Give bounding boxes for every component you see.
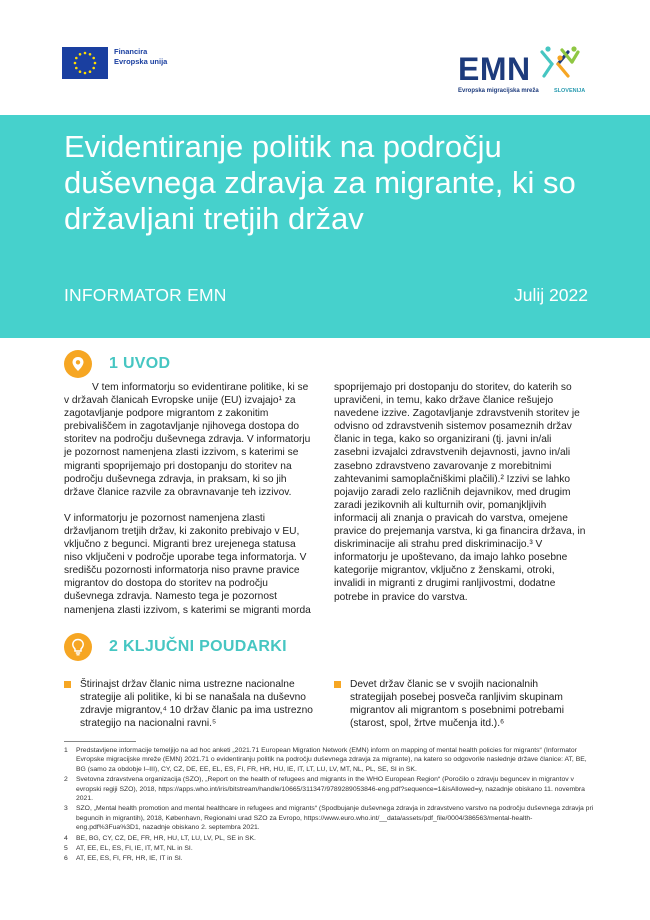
footnote-number: 4 <box>64 834 68 842</box>
uvod-paragraph: spoprijemajo pri dostopanju do storitev, do katerih so upravičeni, in temu, kako države članice rešujejo navedene izzive. Zagotavljanje zdravstvenih storitev je odvisno od zdravstvenih sistemov posameznih držav članic in tega, kako so organizirani (tj. javni in/ali zasebni izvajalci zdravstvenih dejavnosti, javno in/ali zasebno zdravstveno zavarovanje z morebitnimi zahtevanimi samoplačniškimi plačili).² Izzivi se lahko pojavijo zaradi zelo različnih dejavnikov, med drugim zaradi jezikovnih ali kulturnih ovir, pomanjkljivih informacij ali znanja o pravicah do varstva, omejene pravice do prejemanja varstva, ki ga financira država, in diskriminacije ali strahu pred diskriminacijo.³ V informatorju je upoštevano, da imajo lahko posebne kategorije migrantov, vključno z ženskami, otroki, invalidi in migranti z drugimi ranljivostmi, dodatne potrebe in pravice do varstva. <box>334 382 586 603</box>
uvod-left-column <box>64 381 316 630</box>
eu-text-line2: Evropska unija <box>114 57 168 66</box>
eu-funding-text <box>114 47 167 67</box>
footnote-number: 2 <box>64 776 68 784</box>
footnote <box>64 834 594 843</box>
footnote <box>64 844 594 853</box>
footnote <box>64 746 594 774</box>
footnote <box>64 854 594 863</box>
page-header <box>0 0 650 115</box>
emn-figures-icon <box>538 46 582 80</box>
footnote-text: BE, BG, CY, CZ, DE, FR, HR, HU, LT, LU, LV, PL, SE in SK. <box>76 834 256 842</box>
bullet-square-icon <box>334 681 341 688</box>
lightbulb-icon <box>64 633 92 661</box>
eu-flag-icon <box>62 47 108 79</box>
eu-funding-logo <box>62 47 167 79</box>
section-uvod-heading <box>64 350 170 378</box>
section-title: 2 KLJUČNI POUDARKI <box>109 638 287 655</box>
key-point-item <box>64 678 316 730</box>
publication-type: INFORMATOR EMN <box>64 285 227 305</box>
footnote-divider <box>64 741 136 742</box>
footnotes <box>64 746 594 865</box>
location-pin-icon <box>64 350 92 378</box>
uvod-paragraph: V tem informatorju so evidentirane politike, ki se v državah članicah Evropske unije (EU) izvajajo¹ za zagotavljanje podpore migrantom z zakonitim prebivališčem in zagotavljanje njihovega dostopa do storitev na področju duševnega zdravja. V informatorju je pozornost namenjena zlasti izzivom, s katerimi se migranti spoprijemajo pri dostopanju do storitev na področju duševnega zdravja, in praksam, ki so jih države članice razvile za obravnavanje teh izzivov. <box>64 382 311 498</box>
footnote <box>64 775 594 803</box>
footnote-number: 6 <box>64 855 68 863</box>
footnote-text: AT, EE, EL, ES, FI, IE, IT, MT, NL in SI. <box>76 845 193 853</box>
footnote-number: 3 <box>64 805 68 813</box>
footnote <box>64 804 594 832</box>
key-point-text: Devet držav članic se v svojih nacionalnih strategijah posebej posveča ranljivim skupinam migrantov ali migrantom s posebnimi potrebami (starost, spol, žrtve mučenja itd.).⁶ <box>350 679 565 730</box>
footnote-text: SZO, „Mental health promotion and mental healthcare in refugees and migrants“ (Spodbujanje duševnega zdravja in zdravstveno varstvo na področju duševnega zdravja pri beguncih in migrantih), 2018, København, Regionalni urad SZO za Evropo, https://www.euro.who.int/__data/assets/pdf_file/0004/386563/mental-health-eng.pdf%3Fua%3D1, nazadnje obiskano 2. septembra 2021. <box>76 805 594 832</box>
footnote-text: Svetovna zdravstvena organizacija (SZO), „Report on the health of refugees and migrants in the WHO European Region“ (Poročilo o zdravju beguncev in migrantov v evropski regiji SZO), 2018, https://apps.who.int/iris/bitstream/handle/10665/311347/9789289053846-eng.pdf?sequence=1&isAllowed=y, nazadnje obiskano 11. novembra 2021. <box>76 776 585 803</box>
footnote-text: Predstavljene informacije temeljijo na ad hoc anketi „2021.71 European Migration Network (EMN) inform on mapping of mental health policies for migrants“ (Informator Evropske migracijske mreže (EMN) 2021.71 o evidentiranju politik na področju duševnega zdravja za migrante), na katero so odgovorile naslednje države članice: AT, BE, BG (samo za obdobje I–III), CY, CZ, DE, EE, EL, ES, FI, FR, HR, HU, IE, IT, LT, LU, LV, MT, NL, PL, SE, SI in SK. <box>76 747 587 773</box>
emn-subtitle: Evropska migracijska mreža <box>458 88 539 94</box>
uvod-right-column <box>334 381 586 617</box>
page-title: Evidentiranje politik na področju duševnega zdravja za migrante, ki so državljani tretjih držav <box>64 129 576 236</box>
bullet-square-icon <box>64 681 71 688</box>
publication-date: Julij 2022 <box>514 285 588 305</box>
title-banner <box>0 115 650 338</box>
footnote-text: AT, EE, ES, FI, FR, HR, IE, IT in SI. <box>76 855 183 863</box>
emn-country: SLOVENIJA <box>554 88 586 94</box>
key-point-text: Štirinajst držav članic nima ustrezne nacionalne strategije ali politike, ki bi se nanašala na duševno zdravje migrantov,⁴ 10 držav članic pa ima ustrezno strategijo na nacionalni ravni.⁵ <box>80 679 313 730</box>
footnote-number: 5 <box>64 845 68 853</box>
section-title: 1 UVOD <box>109 355 171 372</box>
footnote-number: 1 <box>64 747 68 754</box>
section-key-points-heading <box>64 633 287 661</box>
key-point-item <box>334 678 586 730</box>
emn-logo-text: EMN <box>458 51 531 87</box>
emn-logo <box>458 52 598 104</box>
uvod-paragraph: V informatorju je pozornost namenjena zlasti državljanom tretjih držav, ki zakonito prebivajo v EU, vključno z begunci. Migranti brez urejenega statusa niso vključeni v področje uporabe tega informatorja. V središču pozornosti informatorja niso pravne pravice migrantov do dostopa do storitev na področju duševnega zdravja. Namesto tega je pozornost namenjena zlasti izzivom, s katerimi se migranti morda <box>64 512 311 616</box>
eu-text-line1: Financira <box>114 47 148 56</box>
